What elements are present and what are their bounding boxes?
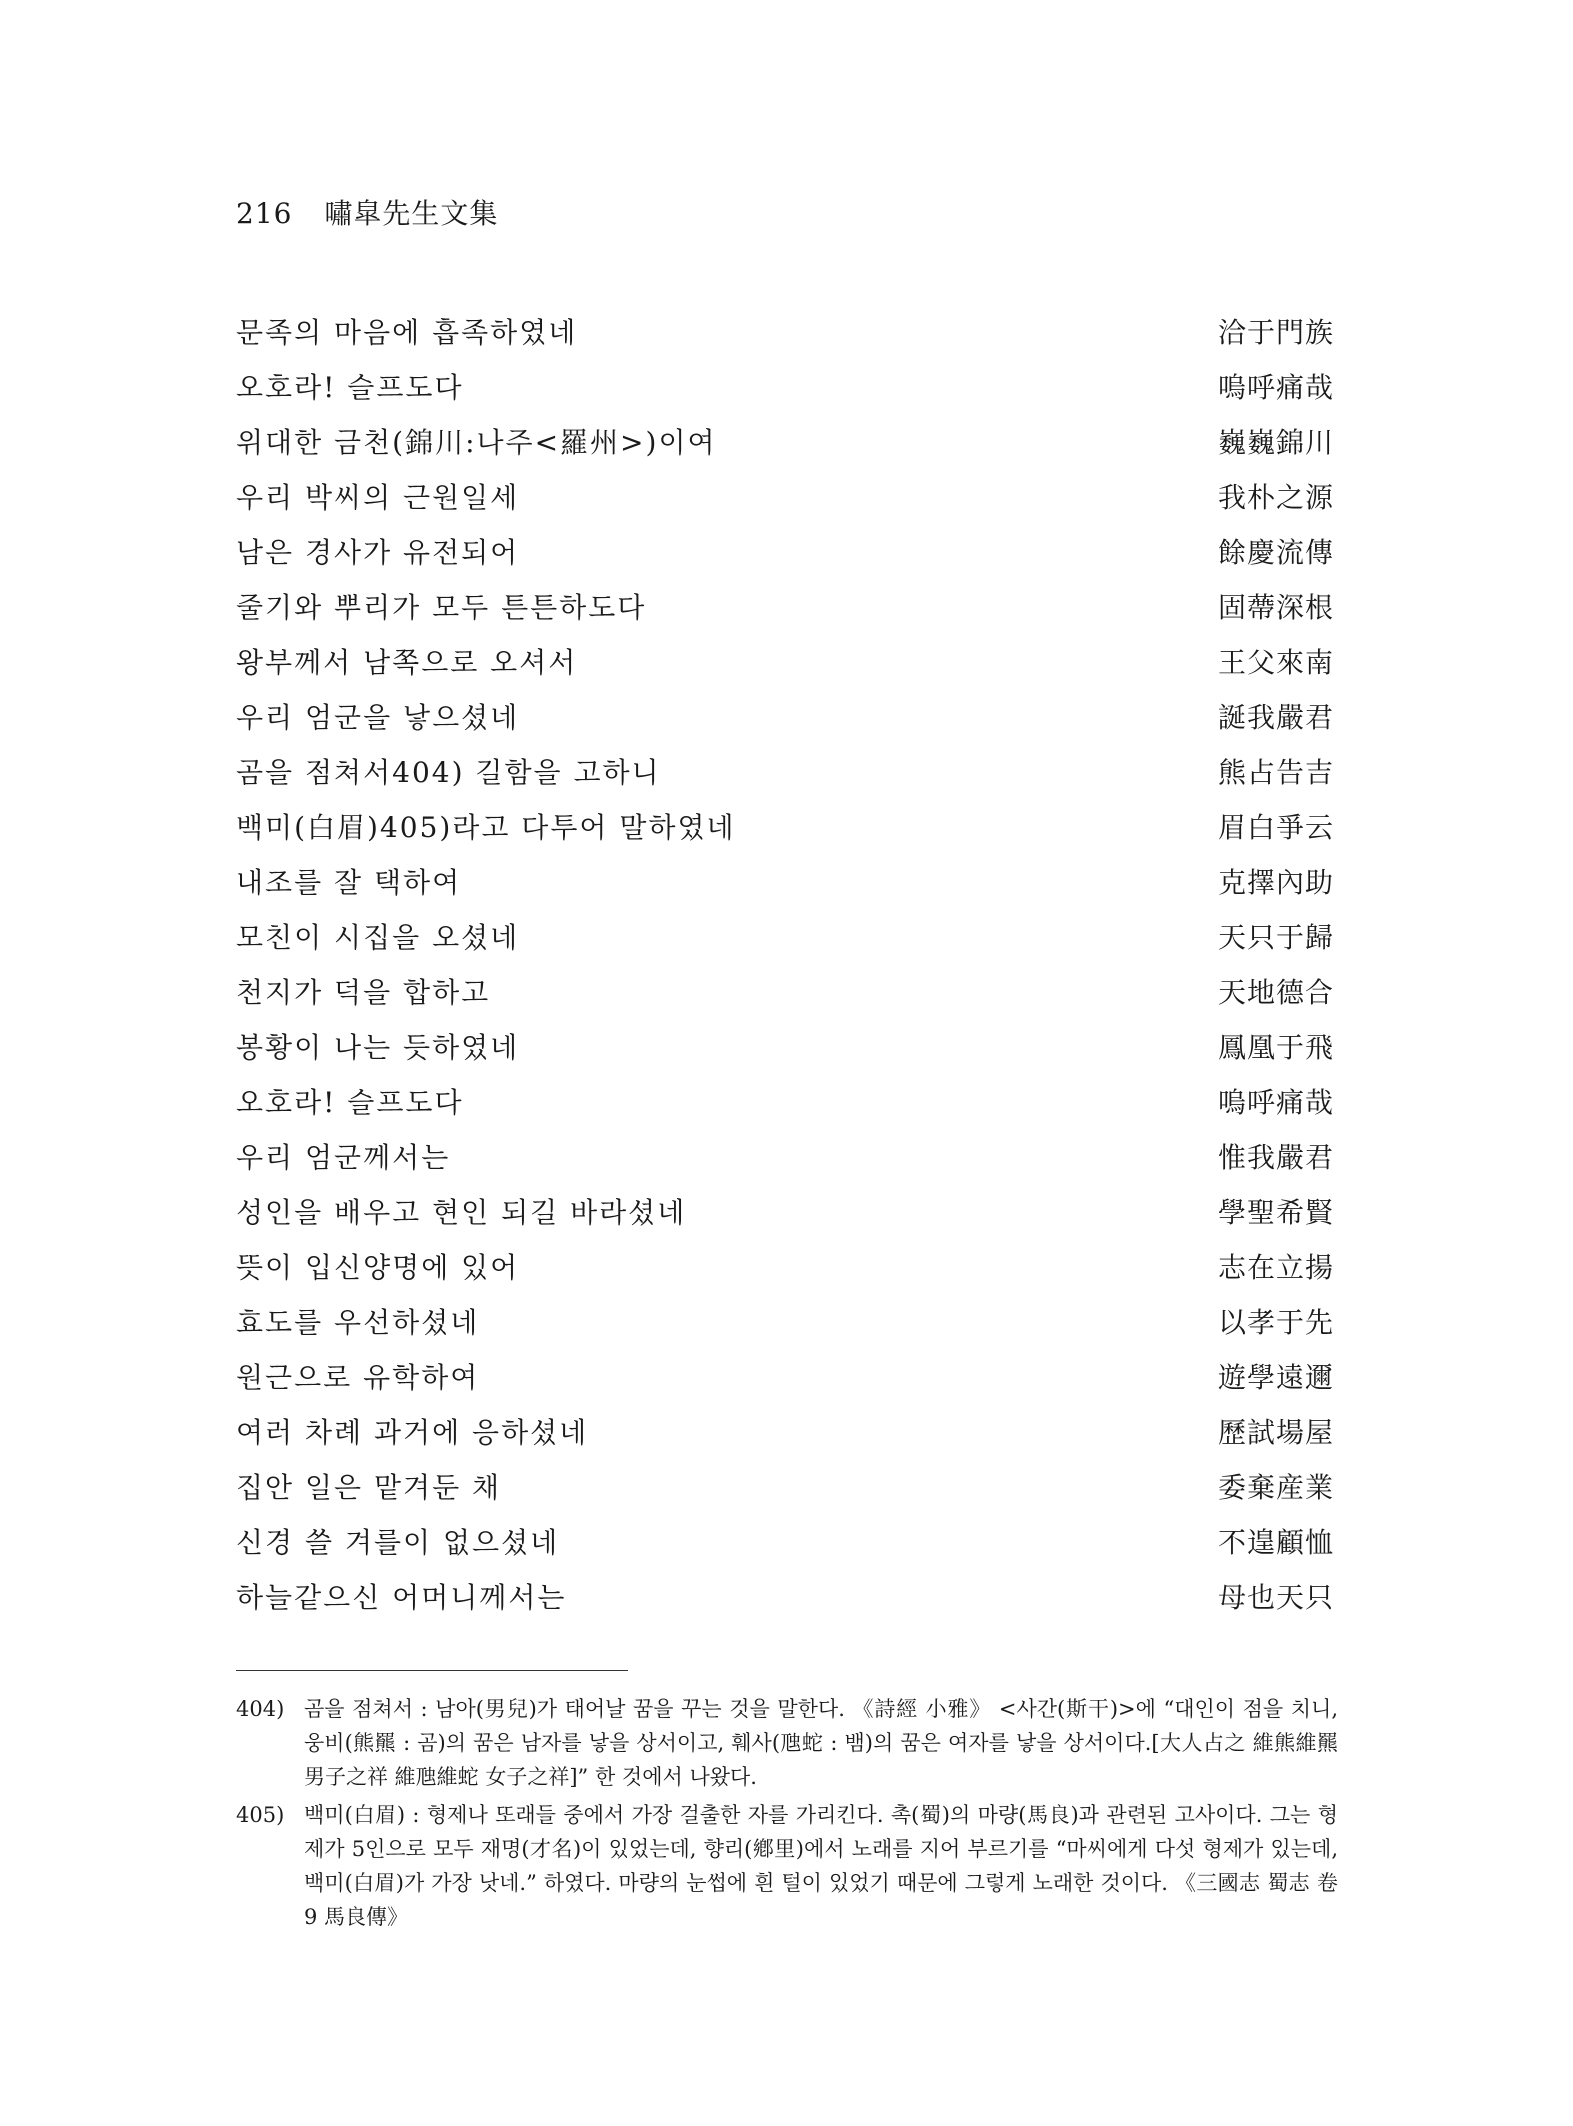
verse-korean: 우리 박씨의 근원일세 <box>236 480 520 514</box>
verse-korean: 남은 경사가 유전되어 <box>236 535 520 569</box>
footnote-text: 곰을 점쳐서 : 남아(男兒)가 태어날 꿈을 꾸는 것을 말한다. 《詩經 小雅》 <사간(斯干)>에 “대인이 점을 치니, 웅비(熊羆 : 곰)의 꿈은 남자를 낳을 상서이고, 훼사(虺蛇 : 뱀)의 꿈은 여자를 낳을 상서이다.[大人占之 維熊維羆 男子之祥 維虺維蛇 女子之祥]” 한 것에서 나왔다. <box>304 1697 1338 1789</box>
verse-korean: 효도를 우선하셨네 <box>236 1305 480 1339</box>
verse-hanja: 王父來南 <box>1217 645 1334 679</box>
verse-hanja: 天只于歸 <box>1217 920 1334 954</box>
verse-hanja: 志在立揚 <box>1217 1250 1334 1284</box>
verse-hanja: 不遑顧恤 <box>1217 1525 1334 1559</box>
footnotes <box>236 1692 1338 1938</box>
verse-korean: 문족의 마음에 흡족하였네 <box>236 315 578 349</box>
page-number: 216 <box>236 197 293 230</box>
verse-hanja: 巍巍錦川 <box>1217 425 1334 459</box>
verse-line <box>236 1128 1334 1183</box>
verse-hanja: 固蔕深根 <box>1217 590 1334 624</box>
verse-korean: 천지가 덕을 합하고 <box>236 975 491 1009</box>
verse-hanja: 委棄産業 <box>1217 1470 1334 1504</box>
footnote-text: 백미(白眉) : 형제나 또래들 중에서 가장 걸출한 자를 가리킨다. 촉(蜀)의 마량(馬良)과 관련된 고사이다. 그는 형제가 5인으로 모두 재명(才名)이 있었는데, 향리(鄕里)에서 노래를 지어 부르기를 “마씨에게 다섯 형제가 있는데, 백미(白眉)가 가장 낫네.” 하였다. 마량의 눈썹에 흰 털이 있었기 때문에 그렇게 노래한 것이다. 《三國志 蜀志 卷9 馬良傳》 <box>304 1803 1338 1929</box>
verse-hanja: 遊學遠邇 <box>1217 1360 1334 1394</box>
footnote-number: 404) <box>236 1697 285 1721</box>
verse-line <box>236 358 1334 413</box>
verse-line <box>236 963 1334 1018</box>
verse-korean: 원근으로 유학하여 <box>236 1360 480 1394</box>
verse-hanja: 眉白爭云 <box>1217 810 1334 844</box>
verse-line <box>236 413 1334 468</box>
verse-line <box>236 1018 1334 1073</box>
verse-korean: 오호라! 슬프도다 <box>236 370 464 404</box>
verse-line <box>236 303 1334 358</box>
verse-hanja: 誕我嚴君 <box>1217 700 1334 734</box>
verse-hanja: 惟我嚴君 <box>1217 1140 1334 1174</box>
verse-line <box>236 1513 1334 1568</box>
verse-line <box>236 1458 1334 1513</box>
verse-line <box>236 853 1334 908</box>
verse-hanja: 洽于門族 <box>1217 315 1334 349</box>
running-header <box>236 192 498 232</box>
book-title: 嘯皐先生文集 <box>324 197 499 230</box>
verse-hanja: 鳳凰于飛 <box>1217 1030 1334 1064</box>
verse-hanja: 以孝于先 <box>1217 1305 1334 1339</box>
verse-korean: 신경 쓸 겨를이 없으셨네 <box>236 1525 560 1559</box>
verse-line <box>236 1073 1334 1128</box>
verse-korean: 하늘같으신 어머니께서는 <box>236 1580 567 1614</box>
verse-hanja: 克擇內助 <box>1217 865 1334 899</box>
verse-hanja: 嗚呼痛哉 <box>1217 370 1334 404</box>
verse-korean: 내조를 잘 택하여 <box>236 865 462 899</box>
footnote <box>236 1692 1338 1794</box>
footnote-divider <box>236 1670 628 1671</box>
verse-hanja: 嗚呼痛哉 <box>1217 1085 1334 1119</box>
verse-line <box>236 633 1334 688</box>
verse-line <box>236 798 1334 853</box>
verse-korean: 성인을 배우고 현인 되길 바라셨네 <box>236 1195 687 1229</box>
footnote-number: 405) <box>236 1803 285 1827</box>
verse-line <box>236 1238 1334 1293</box>
verse-line <box>236 1183 1334 1238</box>
verse-hanja: 學聖希賢 <box>1217 1195 1334 1229</box>
verse-hanja: 母也天只 <box>1217 1580 1334 1614</box>
verse-korean: 우리 엄군을 낳으셨네 <box>236 700 520 734</box>
verse-line <box>236 578 1334 633</box>
verse-line <box>236 1348 1334 1403</box>
verse-korean: 뜻이 입신양명에 있어 <box>236 1250 520 1284</box>
footnote <box>236 1798 1338 1934</box>
verse-korean: 봉황이 나는 듯하였네 <box>236 1030 520 1064</box>
verse-line <box>236 1293 1334 1348</box>
verse-korean: 여러 차례 과거에 응하셨네 <box>236 1415 589 1449</box>
verse-hanja: 天地德合 <box>1217 975 1334 1009</box>
verse-korean: 왕부께서 남쪽으로 오셔서 <box>236 645 578 679</box>
verse-line <box>236 1403 1334 1458</box>
verse-hanja: 熊占告吉 <box>1217 755 1334 789</box>
verse-line <box>236 908 1334 963</box>
verse-korean: 오호라! 슬프도다 <box>236 1085 464 1119</box>
verse-korean: 우리 엄군께서는 <box>236 1140 451 1174</box>
verse-line <box>236 1568 1334 1623</box>
verse-korean: 백미(白眉)405)라고 다투어 말하였네 <box>236 810 736 844</box>
verse-hanja: 歷試場屋 <box>1217 1415 1334 1449</box>
verse-hanja: 我朴之源 <box>1217 480 1334 514</box>
verse-korean: 위대한 금천(錦川:나주<羅州>)이여 <box>236 425 717 459</box>
verse-hanja: 餘慶流傳 <box>1217 535 1334 569</box>
verse-line <box>236 468 1334 523</box>
verse-line <box>236 688 1334 743</box>
verse-korean: 집안 일은 맡겨둔 채 <box>236 1470 502 1504</box>
verse-line <box>236 743 1334 798</box>
verse-korean: 곰을 점쳐서404) 길함을 고하니 <box>236 755 661 789</box>
verse-body <box>236 303 1334 1623</box>
verse-korean: 줄기와 뿌리가 모두 튼튼하도다 <box>236 590 647 624</box>
verse-line <box>236 523 1334 578</box>
verse-korean: 모친이 시집을 오셨네 <box>236 920 520 954</box>
